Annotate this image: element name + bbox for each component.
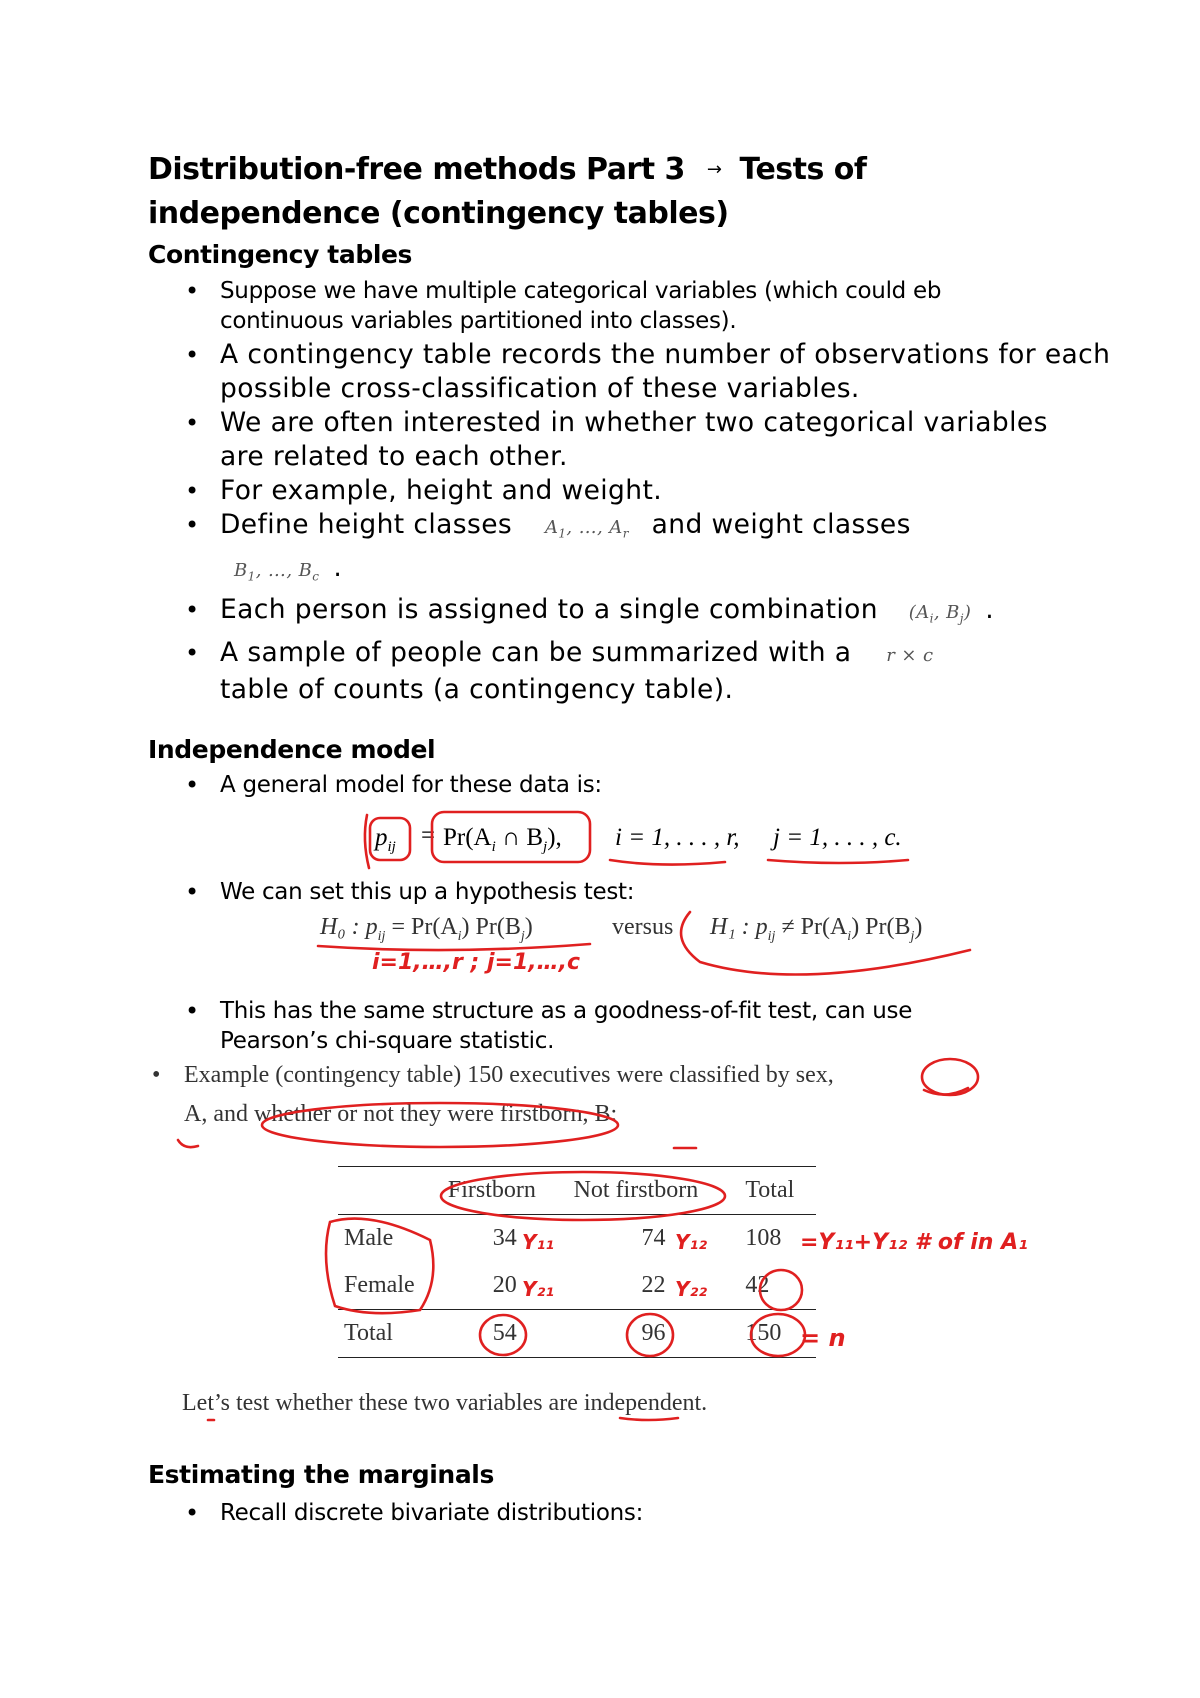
- table-cell: 22: [641, 1272, 666, 1298]
- table-row: [338, 1215, 816, 1263]
- marginals-list: [148, 1498, 1128, 1528]
- list-item: • A sample of people can be summarized with a r × c table of counts (a contingency table).: [148, 636, 1128, 707]
- title-part2: Tests of independence (contingency tables): [148, 152, 867, 231]
- handwritten-y22: Y₂₂: [675, 1277, 708, 1301]
- list-item: • A general model for these data is:: [148, 770, 1128, 800]
- marginals-heading: Estimating the marginals: [148, 1460, 494, 1489]
- contingency-heading: Contingency tables: [148, 240, 413, 269]
- title-part1: Distribution-free methods Part 3: [148, 152, 685, 187]
- list-item: • For example, height and weight.: [148, 474, 1128, 508]
- handwritten-y21: Y₂₁: [522, 1277, 555, 1301]
- table-row: [338, 1262, 816, 1310]
- ink-hook-a: [178, 1140, 198, 1147]
- list-item: • Define height classes $A_1$, …, $A_r$ and weight classes $B_1$, …, $B_c$ .: [148, 508, 1128, 593]
- table-cell: 42: [745, 1272, 770, 1298]
- math-r-by-c: r × c: [886, 644, 934, 666]
- table-cell: 108: [745, 1225, 782, 1251]
- list-item: • Suppose we have multiple categorical variables (which could eb continuous variables partitioned into classes).: [148, 276, 1050, 336]
- list-item: • We are often interested in whether two categorical variables are related to each other.: [148, 406, 1050, 474]
- row-label: Male: [344, 1225, 394, 1251]
- model-formula: $p_{ij}$ = $Pr(A_i$ ∩ $B_j$), i = 1, . . . , r, j = 1, . . . , c.: [375, 822, 902, 855]
- hypothesis-list: [148, 877, 1128, 907]
- table-header-blank: [338, 1167, 442, 1215]
- handwritten-n-note: = n: [800, 1324, 846, 1352]
- table-cell: 96: [641, 1320, 666, 1346]
- handwritten-y12: Y₁₂: [675, 1230, 708, 1254]
- contingency-table: [338, 1166, 816, 1358]
- example-block: • Example (contingency table) 150 executives were classified by sex, A, and whether or not they were firstborn, B:: [152, 1062, 834, 1127]
- structure-list: [148, 996, 998, 1056]
- list-item: • Recall discrete bivariate distributions:: [148, 1498, 1128, 1528]
- table-cell: 34: [492, 1225, 517, 1251]
- list-item: • Each person is assigned to a single combination ($A_i$, $B_j$) .: [148, 593, 1128, 636]
- handwritten-y11: Y₁₁: [522, 1230, 555, 1254]
- table-row: [338, 1310, 816, 1358]
- table-cell: 74: [641, 1225, 666, 1251]
- list-item: • A contingency table records the number of observations for each possible cross-classification of these variables.: [148, 338, 1128, 406]
- independence-heading: Independence model: [148, 735, 436, 764]
- ink-underline-are: [620, 1418, 678, 1420]
- table-cell: 54: [492, 1320, 517, 1346]
- contingency-list: [148, 276, 1128, 707]
- list-item: • This has the same structure as a goodness-of-fit test, can use Pearson’s chi-square statistic.: [148, 996, 998, 1056]
- handwritten-row-total-note: =Y₁₁+Y₁₂ # of in A₁: [800, 1230, 1028, 1255]
- row-label: Total: [344, 1320, 393, 1346]
- page-title: [148, 148, 1108, 236]
- ink-bracket: [365, 815, 369, 868]
- independence-list: [148, 770, 1128, 800]
- math-height-classes: $A_1$, …, $A_r$: [544, 517, 629, 541]
- table-header-firstborn: Firstborn: [447, 1177, 536, 1203]
- table-cell: 20: [492, 1272, 517, 1298]
- row-label: Female: [344, 1272, 415, 1298]
- table-cell: 150: [745, 1320, 782, 1346]
- closing-sentence: Let’s test whether these two variables are independent.: [182, 1390, 708, 1416]
- list-item: • We can set this up a hypothesis test:: [148, 877, 1128, 907]
- arrow-icon: →: [706, 159, 722, 180]
- math-weight-classes: $B_1$, …, $B_c$: [234, 559, 320, 584]
- handwritten-index-note: i=1,…,r ; j=1,…,c: [372, 950, 581, 975]
- table-header-total: Total: [745, 1177, 795, 1203]
- hypothesis-formula: H₀ : $p_{ij} = Pr(A_i)$ $Pr(B_j)$ versus H₁ : $p_{ij} \ne Pr(A_i)$ $Pr(B_j)$: [320, 914, 923, 944]
- math-combination: ($A_i$, $B_j$): [908, 602, 972, 626]
- table-header-not-firstborn: Not firstborn: [573, 1177, 699, 1203]
